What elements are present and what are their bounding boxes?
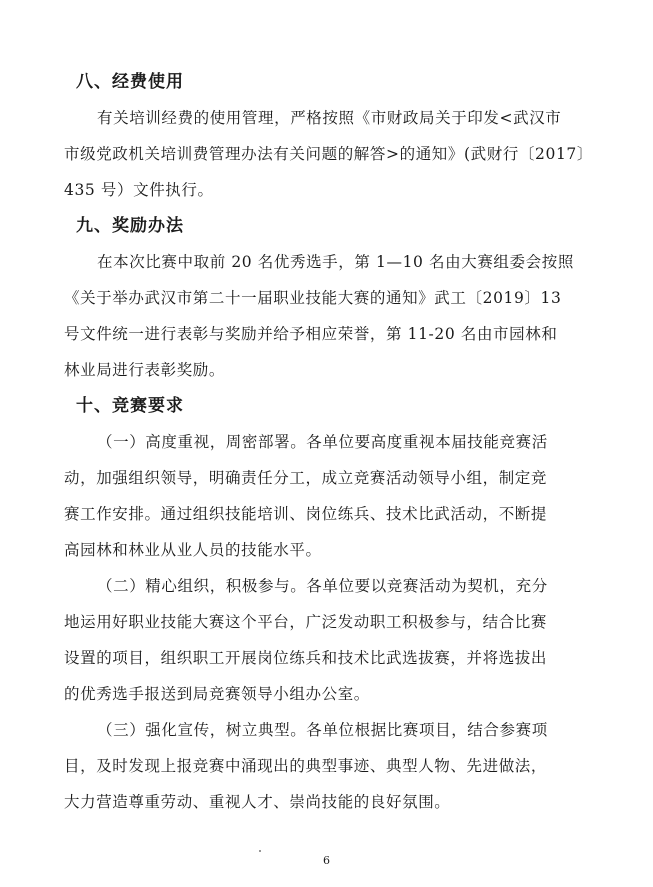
requirement-2-line-1: （二）精心组织，积极参与。各单位要以竞赛活动为契机，充分 xyxy=(97,577,548,595)
rewards-line-2: 《关于举办武汉市第二十一届职业技能大赛的通知》武工〔2019〕13 xyxy=(64,289,562,307)
requirement-1-line-3: 赛工作安排。通过组织技能培训、岗位练兵、技术比武活动，不断提 xyxy=(64,505,548,523)
section-heading-requirements: 十、竞赛要求 xyxy=(76,396,184,416)
requirement-3-line-3: 大力营造尊重劳动、重视人才、崇尚技能的良好氛围。 xyxy=(64,793,451,811)
section-heading-funding: 八、经费使用 xyxy=(76,72,184,92)
requirement-2-line-4: 的优秀选手报送到局竞赛领导小组办公室。 xyxy=(64,685,370,703)
requirement-1-line-2: 动，加强组织领导，明确责任分工，成立竞赛活动领导小组，制定竞 xyxy=(64,469,548,487)
requirement-3-line-2: 目，及时发现上报竞赛中涌现出的典型事迹、典型人物、先进做法， xyxy=(64,757,548,775)
page-number: 6 xyxy=(323,854,330,867)
funding-line-2: 市级党政机关培训费管理办法有关问题的解答>的通知》(武财行〔2017〕 xyxy=(64,145,593,163)
rewards-line-1: 在本次比赛中取前 20 名优秀选手，第 1—10 名由大赛组委会按照 xyxy=(97,253,574,271)
funding-line-1: 有关培训经费的使用管理，严格按照《市财政局关于印发<武汉市 xyxy=(97,109,562,127)
rewards-line-3: 号文件统一进行表彰与奖励并给予相应荣誉，第 11-20 名由市园林和 xyxy=(64,325,558,343)
requirement-3-line-1: （三）强化宣传，树立典型。各单位根据比赛项目，结合参赛项 xyxy=(97,721,548,739)
scan-speck xyxy=(259,850,261,852)
requirement-2-line-2: 地运用好职业技能大赛这个平台，广泛发动职工积极参与，结合比赛 xyxy=(64,613,548,631)
requirement-1-line-1: （一）高度重视，周密部署。各单位要高度重视本届技能竞赛活 xyxy=(97,433,548,451)
rewards-line-4: 林业局进行表彰奖励。 xyxy=(64,361,226,379)
requirement-2-line-3: 设置的项目，组织职工开展岗位练兵和技术比武选拔赛，并将选拔出 xyxy=(64,649,548,667)
requirement-1-line-4: 高园林和林业从业人员的技能水平。 xyxy=(64,541,322,559)
funding-line-3: 435 号）文件执行。 xyxy=(64,181,214,199)
section-heading-rewards: 九、奖励办法 xyxy=(76,216,184,236)
